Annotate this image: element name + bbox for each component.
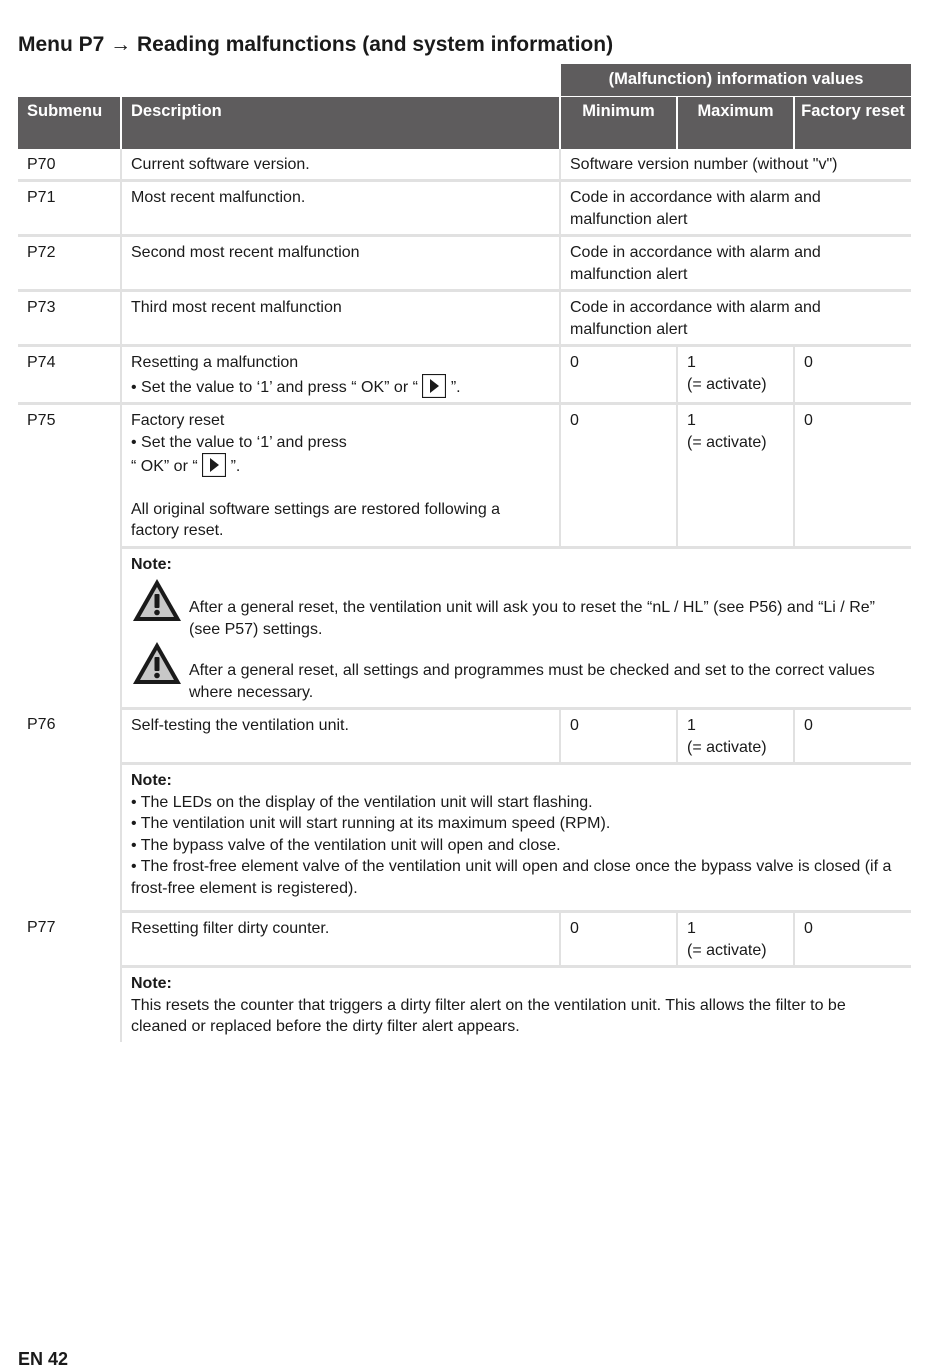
factory-reset-value: 0 <box>794 346 911 404</box>
note-label: Note: <box>131 555 172 573</box>
description-text: “ OK” or “ <box>131 458 198 475</box>
maximum-value <box>677 709 794 764</box>
play-button-icon <box>422 374 446 398</box>
maximum-number: 1 <box>687 354 696 371</box>
table-row <box>18 236 911 291</box>
value: Code in accordance with alarm and malfunction alert <box>560 181 911 236</box>
header-spacer <box>18 64 560 97</box>
note-row <box>18 967 911 1042</box>
maximum-note: (= activate) <box>687 375 767 393</box>
description-line: • Set the value to ‘1’ and press <box>131 433 347 451</box>
maximum-number: 1 <box>687 920 696 937</box>
minimum-value: 0 <box>560 404 677 548</box>
factory-reset-value: 0 <box>794 709 911 764</box>
description-line: Resetting a malfunction <box>131 354 299 371</box>
table-row <box>18 709 911 764</box>
group-header: (Malfunction) information values <box>560 64 911 97</box>
table-row <box>18 346 911 404</box>
note-bullet: • The bypass valve of the ventilation unit will open and close. <box>131 836 561 854</box>
description-line <box>131 453 550 478</box>
warning-triangle-icon <box>131 577 183 623</box>
header-minimum: Minimum <box>560 97 677 149</box>
factory-reset-value: 0 <box>794 404 911 548</box>
description-line <box>131 374 550 399</box>
header-factory-reset: Factory reset <box>794 97 911 149</box>
description: Self-testing the ventilation unit. <box>121 709 560 764</box>
submenu-code: P72 <box>18 236 121 291</box>
warning-block <box>131 640 902 703</box>
minimum-value: 0 <box>560 346 677 404</box>
maximum-note: (= activate) <box>687 941 767 959</box>
maximum-note: (= activate) <box>687 738 767 756</box>
description: Current software version. <box>121 149 560 181</box>
warning-text: After a general reset, all settings and programmes must be checked and set to the correct values where necessary. <box>189 662 875 701</box>
note <box>121 967 911 1042</box>
table-row <box>18 181 911 236</box>
submenu-code: P74 <box>18 346 121 404</box>
description: Second most recent malfunction <box>121 236 560 291</box>
table-row <box>18 149 911 181</box>
description-paragraph: All original software settings are restored following a factory reset. <box>131 500 501 539</box>
submenu-code: P73 <box>18 291 121 346</box>
value: Code in accordance with alarm and malfunction alert <box>560 236 911 291</box>
maximum-value <box>677 404 794 548</box>
note-row <box>18 547 911 709</box>
note-text: This resets the counter that triggers a dirty filter alert on the ventilation unit. This allows the filter to be cleaned or replaced before the dirty filter alert appears. <box>131 996 846 1035</box>
submenu-code: P75 <box>27 412 56 429</box>
play-button-icon <box>202 453 226 477</box>
note-row <box>18 764 911 912</box>
description-text: ”. <box>450 378 461 396</box>
header-submenu: Submenu <box>18 97 121 149</box>
value: Software version number (without "v") <box>560 149 911 181</box>
description <box>121 346 560 404</box>
maximum-value <box>677 912 794 967</box>
p7-menu-table <box>18 64 911 1042</box>
maximum-value <box>677 346 794 404</box>
warning-text: After a general reset, the ventilation unit will ask you to reset the “nL / HL” (see P56) and “Li / Re” (see P57) settings. <box>189 599 875 638</box>
maximum-number: 1 <box>687 717 696 734</box>
description-text: ”. <box>230 458 241 475</box>
description-text: • Set the value to ‘1’ and press “ OK” or “ <box>131 378 418 396</box>
maximum-number: 1 <box>687 412 696 429</box>
description: Third most recent malfunction <box>121 291 560 346</box>
submenu-code: P76 <box>27 715 56 733</box>
warning-triangle-icon <box>131 640 183 686</box>
note-bullet: • The frost-free element valve of the ventilation unit will open and close once the bypass valve is closed (if a frost-free element is registered). <box>131 858 892 897</box>
submenu-code: P70 <box>18 149 121 181</box>
description: Resetting filter dirty counter. <box>121 912 560 967</box>
description <box>121 404 560 548</box>
table-row <box>18 404 911 548</box>
table-row <box>18 912 911 967</box>
minimum-value: 0 <box>560 912 677 967</box>
factory-reset-value: 0 <box>794 912 911 967</box>
note <box>121 764 911 912</box>
page-number: EN 42 <box>18 1349 69 1369</box>
note-bullet: • The LEDs on the display of the ventilation unit will start flashing. <box>131 793 593 811</box>
note <box>121 547 911 709</box>
header-description: Description <box>121 97 560 149</box>
header-maximum: Maximum <box>677 97 794 149</box>
note-label: Note: <box>131 772 172 789</box>
note-bullet: • The ventilation unit will start running at its maximum speed (RPM). <box>131 815 611 832</box>
note-label: Note: <box>131 975 172 992</box>
value: Code in accordance with alarm and malfunction alert <box>560 291 911 346</box>
minimum-value: 0 <box>560 709 677 764</box>
table-row <box>18 291 911 346</box>
description: Most recent malfunction. <box>121 181 560 236</box>
description-line: Factory reset <box>131 412 225 429</box>
warning-block <box>131 577 902 640</box>
page-title: Menu P7 → Reading malfunctions (and system information) <box>18 33 614 56</box>
maximum-note: (= activate) <box>687 433 767 451</box>
submenu-code: P71 <box>18 181 121 236</box>
submenu-code: P77 <box>27 918 56 936</box>
